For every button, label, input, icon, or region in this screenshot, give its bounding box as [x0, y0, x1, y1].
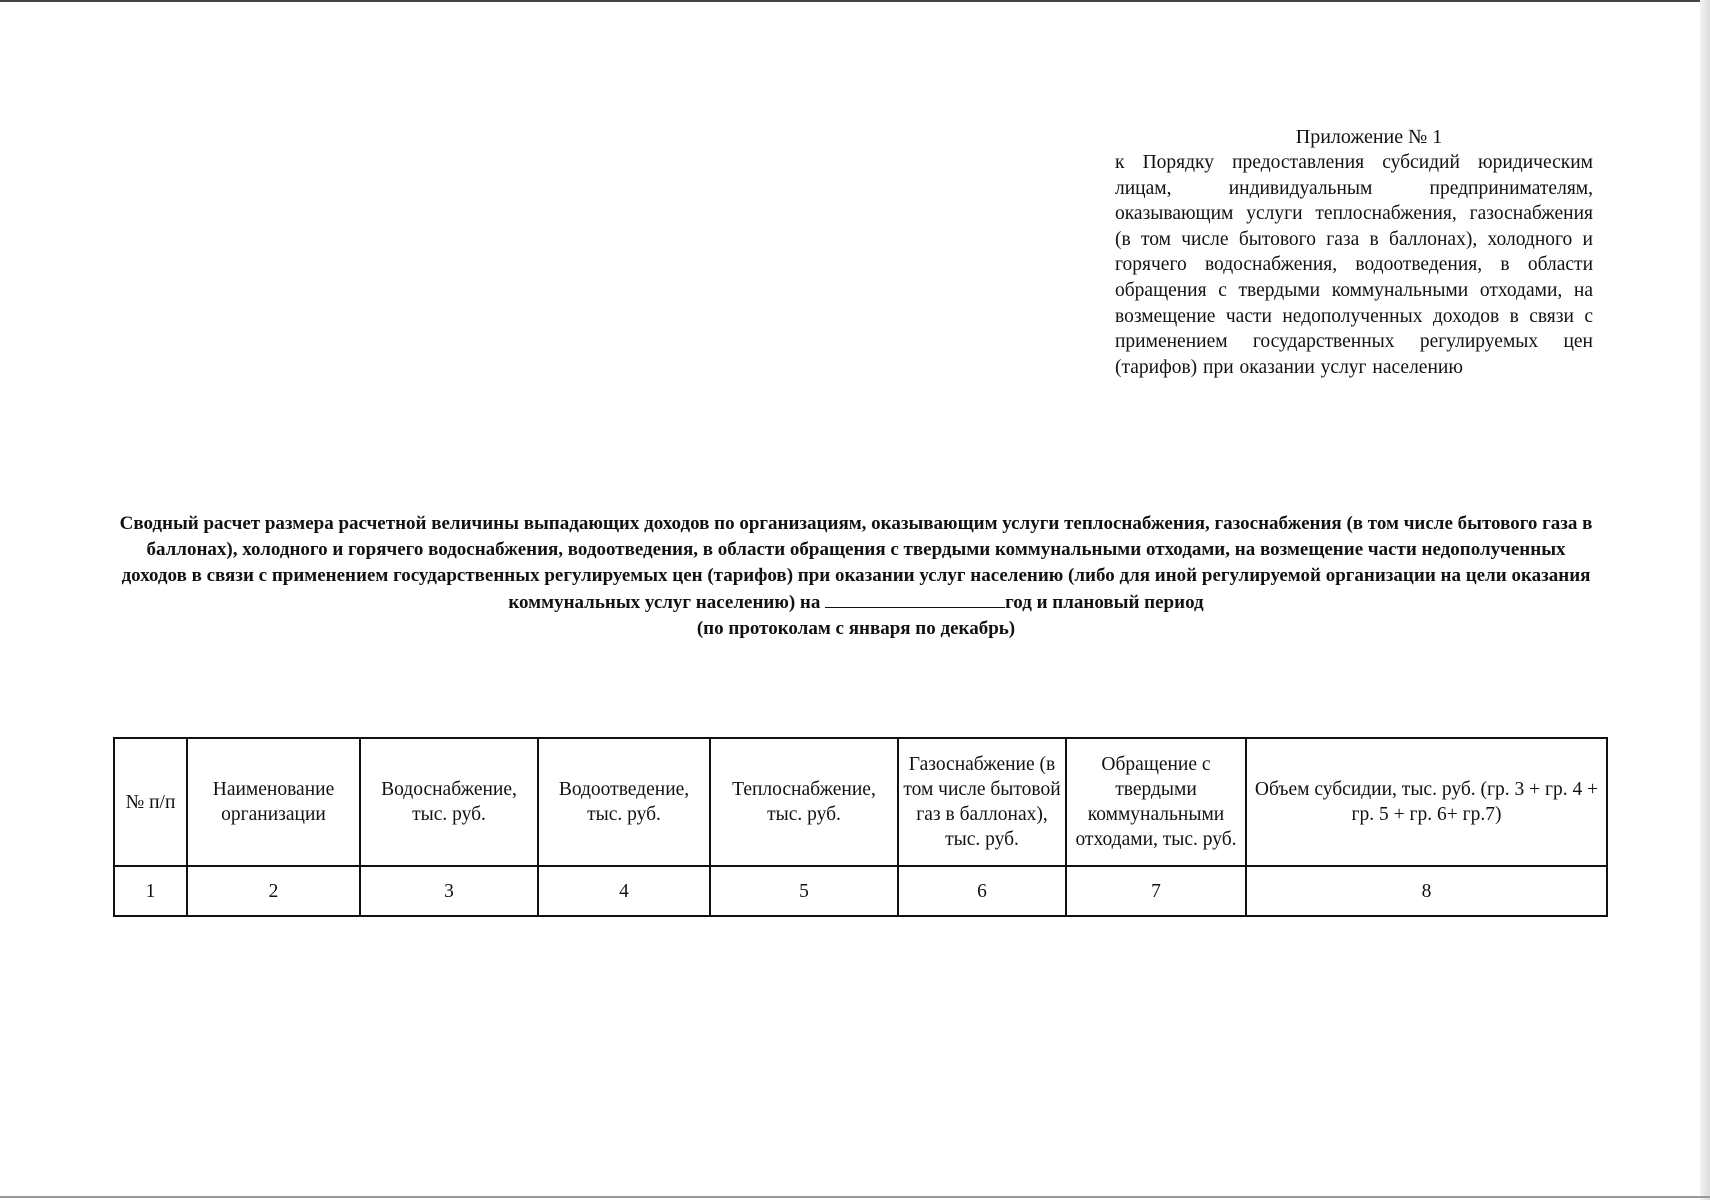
- header-cell-solid-waste: Обращение с твердыми коммунальными отходами, тыс. руб.: [1066, 738, 1246, 866]
- table-column-number-row: [114, 866, 1607, 916]
- column-number-cell: 5: [710, 866, 898, 916]
- scan-top-edge: [0, 0, 1710, 2]
- header-cell-heat-supply: Теплоснабжение, тыс. руб.: [710, 738, 898, 866]
- header-cell-gas-supply: Газоснабжение (в том числе бытовой газ в баллонах), тыс. руб.: [898, 738, 1066, 866]
- column-number-cell: 7: [1066, 866, 1246, 916]
- table-header-row: [114, 738, 1607, 866]
- document-heading: [112, 511, 1600, 642]
- column-number-cell: 4: [538, 866, 710, 916]
- column-number-cell: 2: [187, 866, 360, 916]
- year-blank-field: [825, 589, 1005, 608]
- header-cell-water-supply: Водоснабжение, тыс. руб.: [360, 738, 538, 866]
- scan-bottom-edge: [0, 1196, 1710, 1198]
- appendix-title: Приложение № 1: [1295, 126, 1443, 148]
- heading-line-2: год и плановый период: [1005, 592, 1204, 613]
- column-number-cell: 6: [898, 866, 1066, 916]
- column-number-cell: 3: [360, 866, 538, 916]
- appendix-block: [1115, 124, 1593, 380]
- heading-line-3: (по протоколам с января по декабрь): [696, 618, 1016, 639]
- header-cell-subsidy-volume: Объем субсидии, тыс. руб. (гр. 3 + гр. 4 + гр. 5 + гр. 6+ гр.7): [1246, 738, 1607, 866]
- calculation-table: [113, 737, 1608, 917]
- scan-right-edge: [1700, 0, 1710, 1200]
- column-number-cell: 8: [1246, 866, 1607, 916]
- heading-main-text: [112, 511, 1600, 616]
- calculation-table-wrapper: [113, 737, 1606, 917]
- header-cell-organization: Наименование организации: [187, 738, 360, 866]
- header-cell-number: № п/п: [114, 738, 187, 866]
- heading-line-1: Сводный расчет размера расчетной величины выпадающих доходов по организациям, оказывающим услуги теплоснабжения, газоснабжения (в том числе бытового газа в баллонах), холодного и горячего водоснабжения, водоотведения, в области обращения с твердыми коммунальными отходами, на возмещение части недополученных доходов в связи с применением государственных регулируемых цен (тарифов) при оказании услуг населению (либо для иной регулируемой организации на цели оказания коммунальных услуг населению) на: [119, 513, 1593, 613]
- column-number-cell: 1: [114, 866, 187, 916]
- appendix-body: к Порядку предоставления субсидий юридическим лицам, индивидуальным предпринимателям, оказывающим услуги теплоснабжения, газоснабжения (в том числе бытового газа в баллонах), холодного и горячего водоснабжения, водоотведения, в области обращения с твердыми коммунальными отходами, на возмещение части недополученных доходов в связи с применением государственных регулируемых цен (тарифов) при оказании услуг населению: [1115, 152, 1593, 378]
- header-cell-sewerage: Водоотведение, тыс. руб.: [538, 738, 710, 866]
